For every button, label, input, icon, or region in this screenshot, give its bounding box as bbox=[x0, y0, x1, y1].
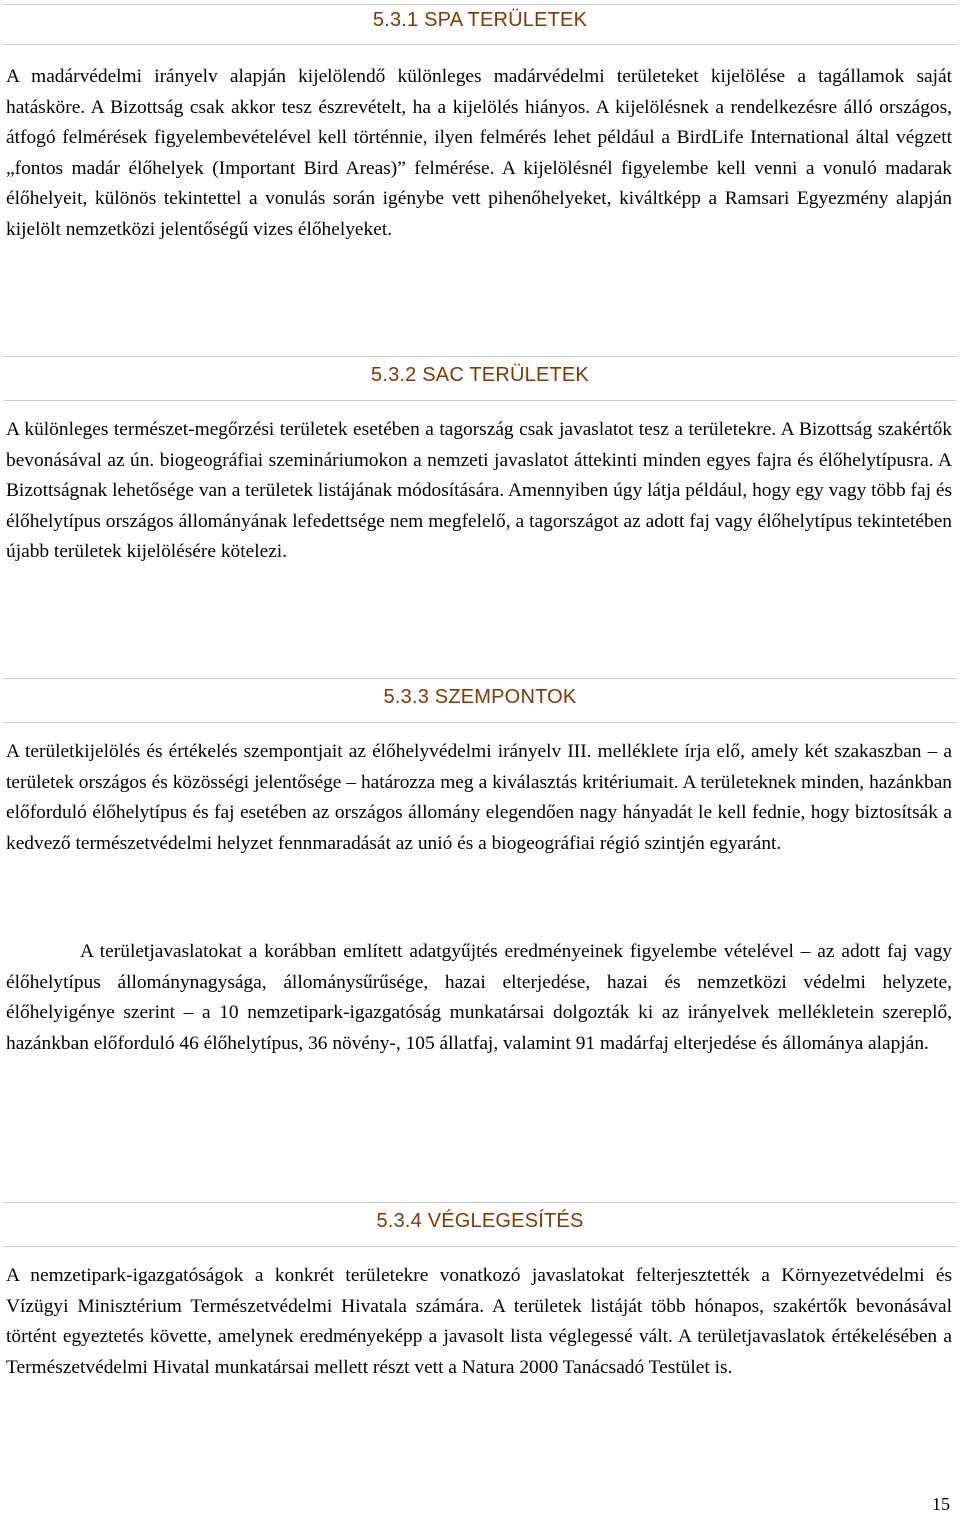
section-divider bbox=[4, 356, 956, 357]
section-divider bbox=[4, 4, 956, 5]
paragraph-veglegesites: A nemzetipark-igazgatóságok a konkrét területekre vonatkozó javaslatokat felterjesztették a Környezetvédelmi és Vízügyi Minisztérium Természetvédelmi Hivatala számára. A területek listáját több hónapos, szakértők bevonásával történt egyeztetés követte, amelynek eredményeképp a javasolt lista véglegessé vált. A területjavaslatok értékelésében a Természetvédelmi Hivatal munkatársai mellett részt vett a Natura 2000 Tanácsadó Testület is. bbox=[6, 1265, 952, 1378]
paragraph-sac: A különleges természet-megőrzési területek esetében a tagország csak javaslatot tesz a területekre. A Bizottság szakértők bevonásával az ún. biogeográfiai szemináriumokon a nemzeti javaslatot áttekinti minden egyes fajra és élőhelytípusra. A Bizottságnak lehetősége van a területek listájának módosítására. Amennyiben úgy látja például, hogy egy vagy több faj és élőhelytípus országos állományának lefedettsége nem megfelelő, a tagországot az adott faj vagy élőhelytípus tekintetében újabb területek kijelölésére kötelezi. bbox=[6, 419, 952, 562]
section-divider bbox=[4, 400, 956, 401]
paragraph-szempontok-1: A területkijelölés és értékelés szempontjait az élőhelyvédelmi irányelv III. melléklete írja elő, amely két szakaszban – a területek országos és közösségi jelentősége – határozza meg a kiválasztás kritériumait. A területeknek minden, hazánkban előforduló élőhelytípus és faj esetében az országos állomány elegendően nagy hányadát le kell fednie, hogy biztosítsák a kedvező természetvédelmi helyzet fennmaradását az unió és a biogeográfiai régió szintjén egyaránt. bbox=[6, 741, 952, 854]
page-number: 15 bbox=[932, 1494, 950, 1514]
section-heading-spa: 5.3.1 SPA TERÜLETEK bbox=[372, 9, 588, 31]
section-divider bbox=[4, 1202, 956, 1203]
section-divider bbox=[4, 1246, 956, 1247]
paragraph-szempontok-2: A területjavaslatokat a korábban említett adatgyűjtés eredményeinek figyelembe vételével – az adott faj vagy élőhelytípus állománynagysága, állománysűrűsége, hazai elterjedése, hazai és nemzetközi védelmi helyzete, élőhelyigénye szerint – a 10 nemzetipark-igazgatóság munkatársai dolgozták ki az irányelvek mellékletein szereplő, hazánkban előforduló 46 élőhelytípus, 36 növény-, 105 állatfaj, valamint 91 madárfaj elterjedése és állománya alapján. bbox=[6, 941, 952, 1054]
section-heading-veglegesites: 5.3.4 VÉGLEGESÍTÉS bbox=[376, 1210, 584, 1232]
section-divider bbox=[4, 678, 956, 679]
paragraph-spa: A madárvédelmi irányelv alapján kijelölendő különleges madárvédelmi területeket kijelölése a tagállamok saját hatásköre. A Bizottság csak akkor tesz észrevételt, ha a kijelölés hiányos. A kijelölésnek a rendelkezésre álló országos, átfogó felmérések figyelembevételével kell történnie, ilyen felmérés lehet például a BirdLife International által végzett „fontos madár élőhelyek (Important Bird Areas)” felmérése. A kijelölésnél figyelembe kell venni a vonuló madarak élőhelyeit, különös tekintettel a vonulás során igénybe vett pihenőhelyeket, kiváltképp a Ramsari Egyezmény alapján kijelölt nemzetközi jelentőségű vizes élőhelyeket. bbox=[6, 66, 952, 240]
section-divider bbox=[4, 722, 956, 723]
section-heading-szempontok: 5.3.3 SZEMPONTOK bbox=[383, 686, 577, 708]
section-divider bbox=[4, 44, 956, 45]
section-heading-sac: 5.3.2 SAC TERÜLETEK bbox=[371, 364, 589, 386]
